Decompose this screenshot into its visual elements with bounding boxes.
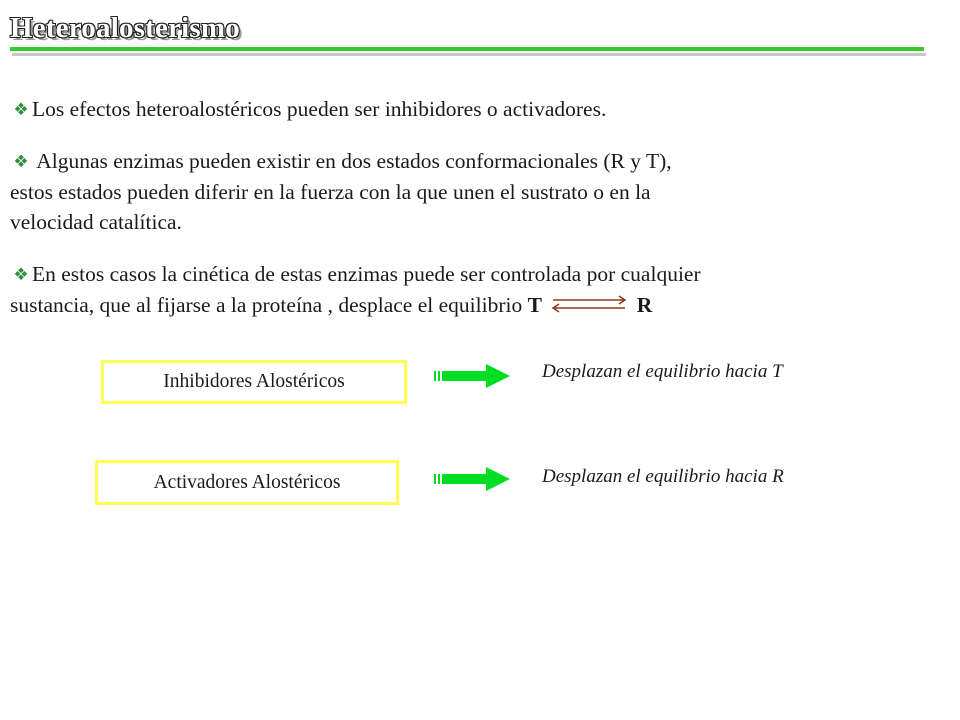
diamond-bullet-icon: ❖	[13, 100, 29, 119]
equilibrium-r: R	[636, 293, 653, 317]
bullet-2	[10, 146, 940, 237]
bullet-2-line-1: Algunas enzimas pueden existir en dos estados conformacionales (R y T),	[36, 149, 672, 173]
title-underline	[10, 47, 924, 51]
inhibitors-label: Inhibidores Alostéricos	[163, 371, 345, 392]
inhibitors-box	[101, 360, 407, 404]
bullet-2-line-2: estos estados pueden diferir en la fuerza con la que unen el sustrato o en la	[10, 180, 651, 204]
bullet-3-line-1: En estos casos la cinética de estas enzimas puede ser controlada por cualquier	[32, 262, 701, 286]
bullet-3	[10, 259, 940, 320]
title-underline-shadow	[12, 53, 926, 56]
slide-title: Heteroalosterismo	[10, 12, 240, 44]
bullet-3-line-2: sustancia, que al fijarse a la proteína , desplace el equilibrio	[10, 293, 523, 317]
equilibrium-t: T	[527, 293, 542, 317]
bullet-1	[10, 94, 940, 125]
diamond-bullet-icon: ❖	[13, 265, 29, 284]
right-arrow-icon	[434, 466, 514, 492]
right-arrow-icon	[434, 363, 514, 389]
equilibrium-arrows-icon	[547, 290, 631, 320]
activators-label: Activadores Alostéricos	[153, 471, 341, 493]
activators-effect: Desplazan el equilibrio hacia R	[542, 466, 784, 487]
diamond-bullet-icon: ❖	[13, 152, 29, 171]
inhibitors-effect: Desplazan el equilibrio hacia T	[542, 361, 783, 382]
bullet-2-line-3: velocidad catalítica.	[10, 210, 182, 234]
bullet-1-text: Los efectos heteroalostéricos pueden ser inhibidores o activadores.	[32, 97, 607, 121]
activators-box	[95, 460, 399, 505]
